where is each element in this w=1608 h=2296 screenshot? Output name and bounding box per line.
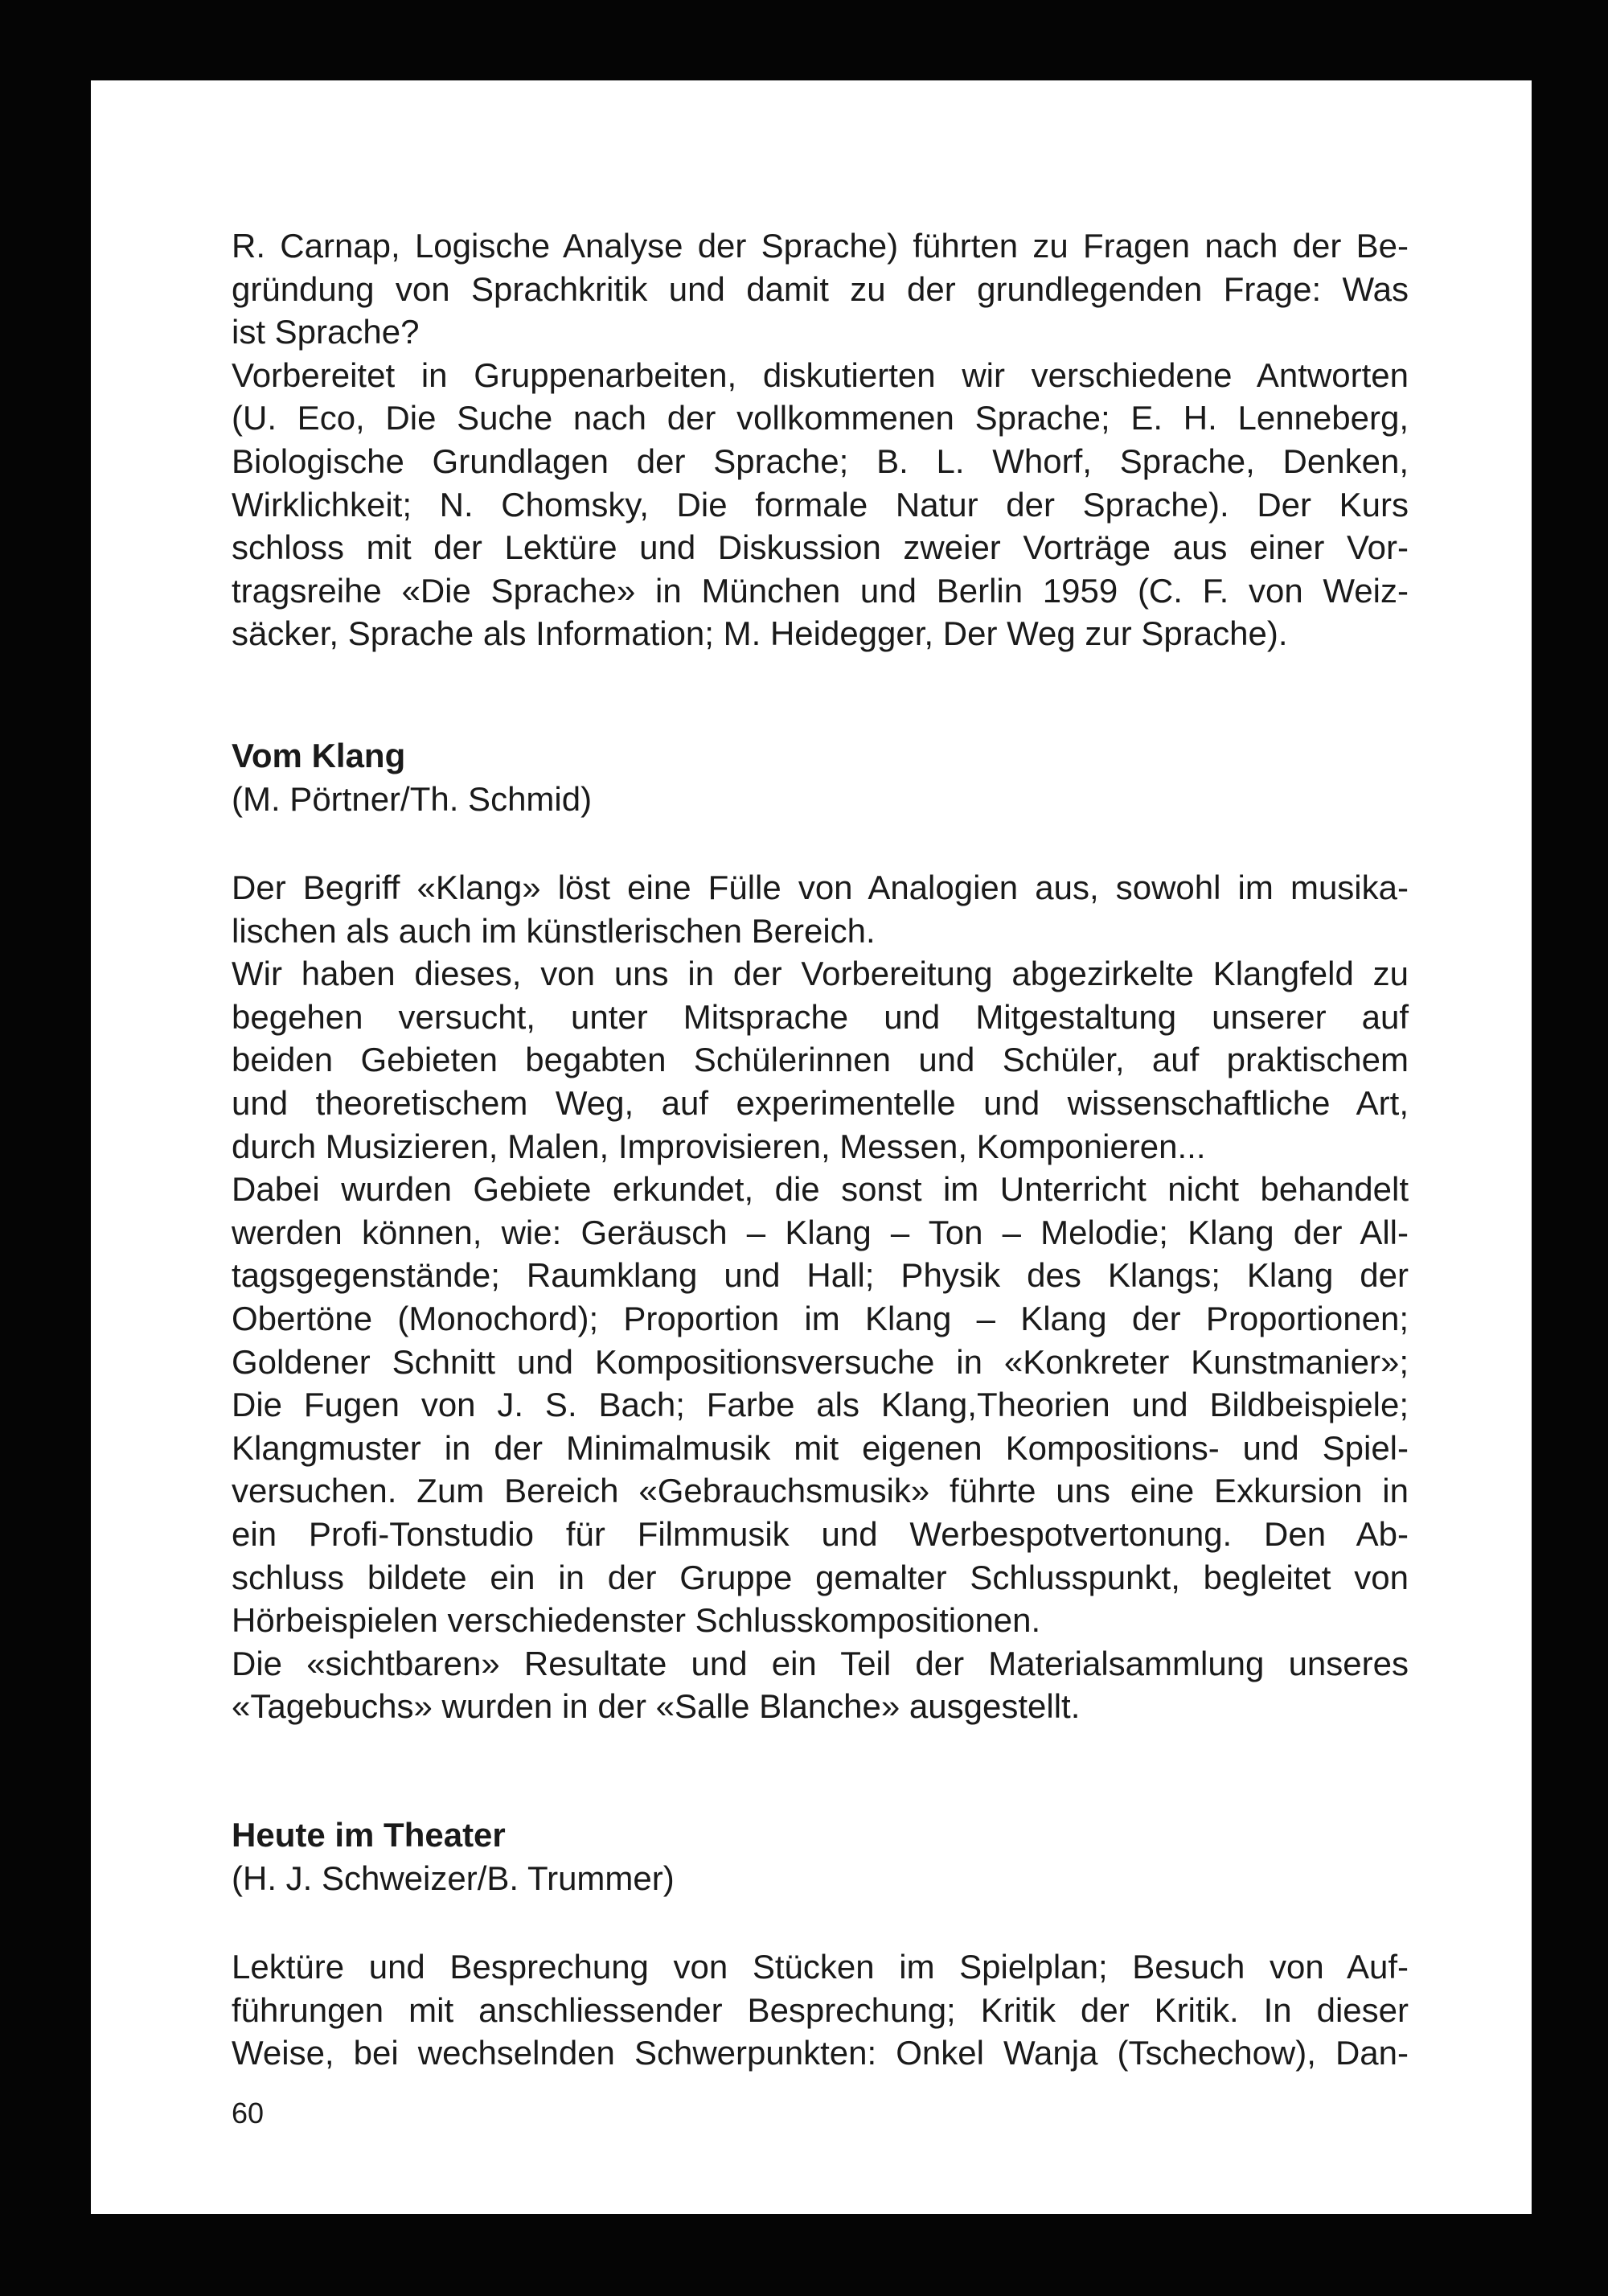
- text-line: «Tagebuchs» wurden in der «Salle Blanche» ausgestellt.: [232, 1687, 1081, 1726]
- intro-paragraph: [232, 224, 1409, 655]
- text-line: versuchen. Zum Bereich «Gebrauchsmusik» führte uns eine Exkursion in: [232, 1472, 1409, 1510]
- text-line: gründung von Sprachkritik und damit zu der grundlegenden Frage: Was: [232, 269, 1409, 308]
- text-line: ein Profi-Tonstudio für Filmmusik und Werbespotvertonung. Den Ab-: [232, 1514, 1409, 1553]
- text-line: Obertöne (Monochord); Proportion im Klang – Klang der Proportionen;: [232, 1299, 1409, 1337]
- text-line: tagsgegenstände; Raumklang und Hall; Physik des Klangs; Klang der: [232, 1256, 1409, 1295]
- text-line: Wirklichkeit; N. Chomsky, Die formale Natur der Sprache). Der Kurs: [232, 485, 1409, 524]
- text-line: Vorbereitet in Gruppenarbeiten, diskutierten wir verschiedene Antworten: [232, 355, 1409, 394]
- section-authors: (H. J. Schweizer/B. Trummer): [232, 1859, 675, 1897]
- text-line: schluss bildete ein in der Gruppe gemalter Schlusspunkt, begleitet von: [232, 1558, 1409, 1596]
- section-title: Heute im Theater: [232, 1816, 506, 1854]
- text-line: R. Carnap, Logische Analyse der Sprache) führten zu Fragen nach der Be-: [232, 227, 1409, 265]
- section-authors: (M. Pörtner/Th. Schmid): [232, 779, 593, 818]
- section-heute-im-theater-body: [232, 1945, 1409, 2075]
- text-line: Wir haben dieses, von uns in der Vorbereitung abgezirkelte Klangfeld zu: [232, 955, 1409, 993]
- text-line: Der Begriff «Klang» löst eine Fülle von Analogien aus, sowohl im musika-: [232, 869, 1409, 906]
- text-line: und theoretischem Weg, auf experimentelle und wissenschaftliche Art,: [232, 1083, 1409, 1122]
- text-line: Hörbeispielen verschiedenster Schlusskompositionen.: [232, 1601, 1041, 1640]
- text-line: Lektüre und Besprechung von Stücken im Spielplan; Besuch von Auf-: [232, 1948, 1409, 1986]
- text-line: Die «sichtbaren» Resultate und ein Teil der Materialsammlung unseres: [232, 1644, 1409, 1682]
- section-vom-klang-body: [232, 866, 1409, 1728]
- page-number: 60: [232, 2097, 265, 2130]
- text-line: begehen versucht, unter Mitsprache und Mitgestaltung unserer auf: [232, 997, 1409, 1036]
- text-line: Weise, bei wechselnden Schwerpunkten: Onkel Wanja (Tschechow), Dan-: [232, 2034, 1409, 2072]
- text-line: (U. Eco, Die Suche nach der vollkommenen Sprache; E. H. Lenneberg,: [232, 399, 1409, 437]
- text-line: tragsreihe «Die Sprache» in München und Berlin 1959 (C. F. von Weiz-: [232, 571, 1409, 610]
- text-line: Goldener Schnitt und Kompositionsversuche in «Konkreter Kunstmanier»;: [232, 1342, 1409, 1381]
- text-line: Biologische Grundlagen der Sprache; B. L. Whorf, Sprache, Denken,: [232, 442, 1409, 480]
- text-line: durch Musizieren, Malen, Improvisieren, Messen, Komponieren...: [232, 1127, 1206, 1165]
- text-line: beiden Gebieten begabten Schülerinnen und Schüler, auf praktischem: [232, 1041, 1409, 1079]
- text-line: schloss mit der Lektüre und Diskussion zweier Vorträge aus einer Vor-: [232, 528, 1409, 567]
- text-line: führungen mit anschliessender Besprechung; Kritik der Kritik. In dieser: [232, 1990, 1409, 2029]
- section-heute-im-theater-header: [232, 1813, 1409, 1900]
- section-title: Vom Klang: [232, 737, 406, 774]
- text-line: säcker, Sprache als Information; M. Heidegger, Der Weg zur Sprache).: [232, 614, 1288, 653]
- text-line: Die Fugen von J. S. Bach; Farbe als Klang,Theorien und Bildbeispiele;: [232, 1386, 1409, 1424]
- section-vom-klang-header: [232, 734, 1409, 820]
- text-line: ist Sprache?: [232, 313, 420, 351]
- text-line: lischen als auch im künstlerischen Bereich.: [232, 911, 876, 950]
- text-line: werden können, wie: Geräusch – Klang – Ton – Melodie; Klang der All-: [232, 1213, 1409, 1251]
- text-line: Klangmuster in der Minimalmusik mit eigenen Kompositions- und Spiel-: [232, 1428, 1409, 1467]
- text-line: Dabei wurden Gebiete erkundet, die sonst im Unterricht nicht behandelt: [232, 1170, 1409, 1209]
